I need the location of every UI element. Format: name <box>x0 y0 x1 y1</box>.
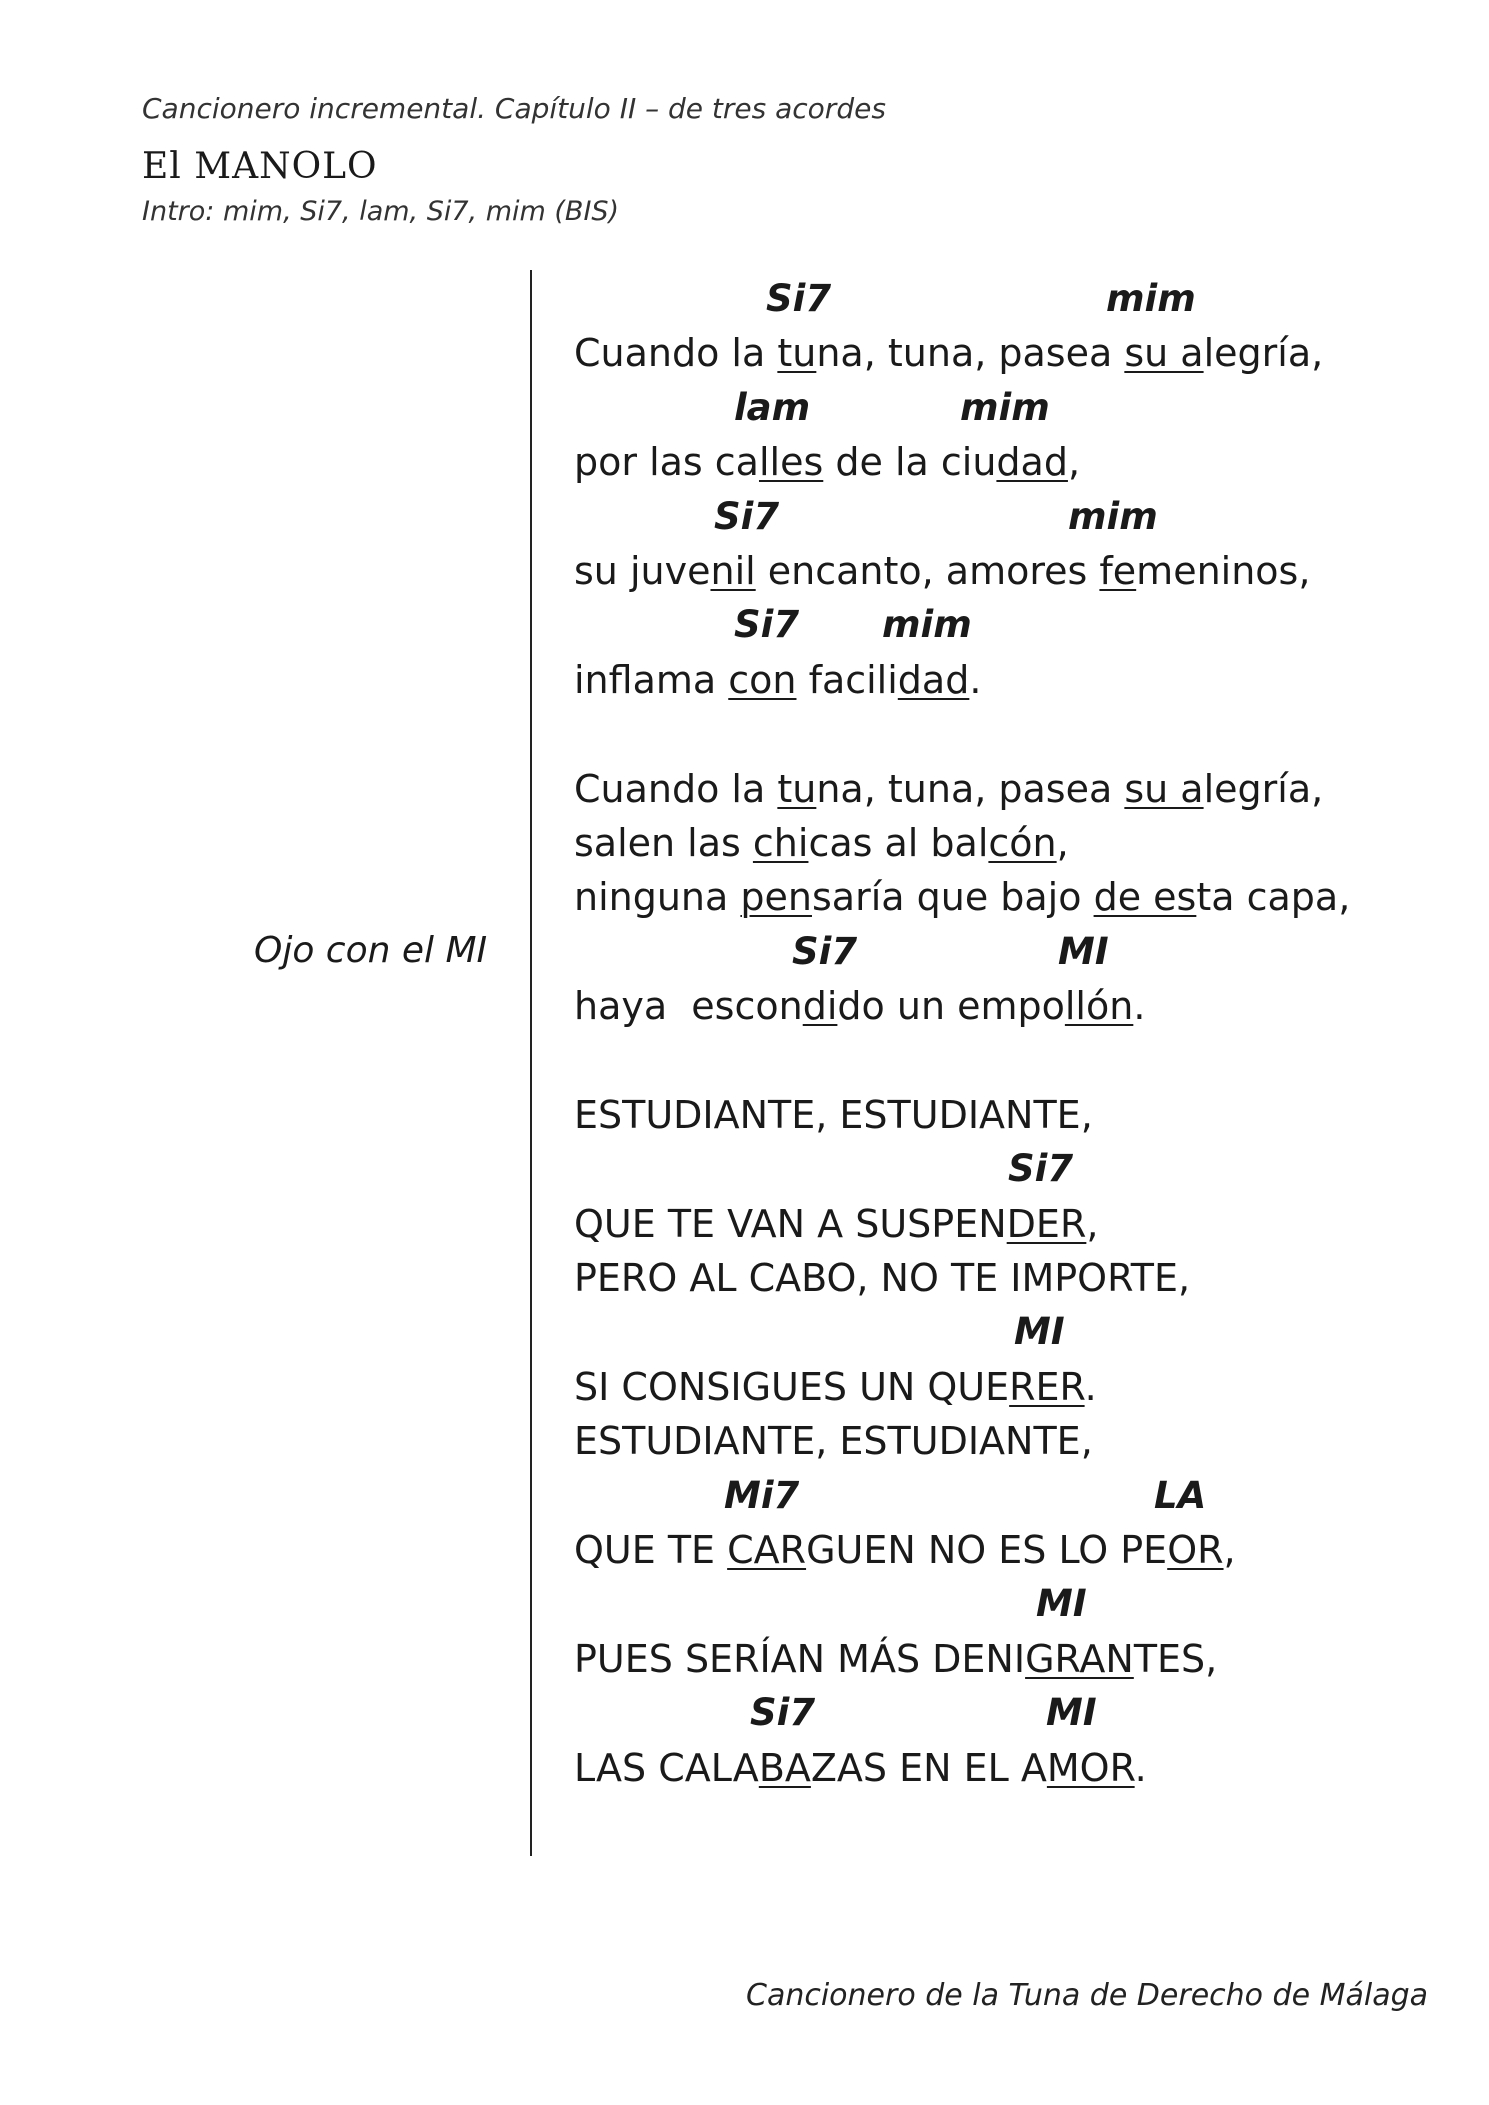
chord: MI <box>1036 1582 1087 1626</box>
lyric-text: . <box>1134 1745 1147 1790</box>
chord-line <box>574 381 1374 435</box>
stressed-syllable: fe <box>1099 548 1137 593</box>
chord: Mi7 <box>724 1473 800 1517</box>
lyric-text: . <box>1133 984 1146 1029</box>
chord-line <box>574 1686 1374 1740</box>
lyric-text: ninguna <box>574 875 741 920</box>
stressed-syllable: CAR <box>727 1527 807 1572</box>
chord-line <box>574 1577 1374 1631</box>
stanza-gap <box>574 707 1374 761</box>
chord: mim <box>1106 277 1196 320</box>
chord: MI <box>1058 929 1109 973</box>
lyric-line <box>574 1414 1374 1468</box>
intro-chords: Intro: mim, Si7, lam, Si7, mim (BIS) <box>142 196 620 227</box>
lyric-line <box>574 1251 1374 1305</box>
song-body <box>574 272 1374 1795</box>
chord: Si7 <box>792 929 858 973</box>
lyric-text: ESTUDIANTE, ESTUDIANTE, <box>574 1092 1093 1137</box>
chord: MI <box>1046 1691 1097 1735</box>
chord: Si7 <box>734 603 800 647</box>
stressed-syllable: GRAN <box>1025 1636 1134 1681</box>
lyric-text: ta capa, <box>1196 875 1351 920</box>
lyric-line <box>574 870 1374 924</box>
lyric-text: haya escon <box>574 984 803 1029</box>
chord: mim <box>960 385 1050 429</box>
lyric-line <box>574 1741 1374 1795</box>
lyric-text: cas al bal <box>808 820 989 865</box>
chord: Si7 <box>714 494 780 538</box>
lyric-text: saría que bajo <box>811 875 1094 920</box>
chord-line <box>574 490 1374 544</box>
lyric-text: QUE TE <box>574 1527 728 1572</box>
lyric-text: do un empo <box>837 984 1065 1029</box>
stressed-syllable: lles <box>758 440 824 485</box>
lyric-text: na, tuna, pasea <box>816 331 1125 376</box>
lyric-text: Cuando la <box>574 766 778 811</box>
stressed-syllable: dad <box>897 657 970 702</box>
lyric-line <box>574 979 1374 1033</box>
chord-line <box>574 1469 1374 1523</box>
lyric-text: de la ciu <box>823 440 997 485</box>
stressed-syllable: su a <box>1124 331 1204 376</box>
chord-line <box>574 1305 1374 1359</box>
lyric-text: . <box>969 657 982 702</box>
lyric-text: na, tuna, pasea <box>816 766 1125 811</box>
lyric-line <box>574 1523 1374 1577</box>
chord: mim <box>1068 494 1158 538</box>
lyric-text: inflama <box>574 657 729 702</box>
lyric-text: LAS CALA <box>574 1745 759 1790</box>
stressed-syllable: su a <box>1124 766 1204 811</box>
lyric-text: PUES SERÍAN MÁS DENI <box>574 1636 1026 1681</box>
lyric-text: GUEN NO ES LO PE <box>806 1527 1168 1572</box>
lyric-line <box>574 1360 1374 1414</box>
stressed-syllable: BA <box>758 1745 811 1790</box>
stressed-syllable: cón <box>988 820 1057 865</box>
lyric-line <box>574 653 1374 707</box>
chapter-subtitle: Cancionero incremental. Capítulo II – de tres acordes <box>142 92 886 125</box>
lyric-text: ESTUDIANTE, ESTUDIANTE, <box>574 1419 1093 1464</box>
song-title: El MANOLO <box>142 146 378 187</box>
lyric-text: SI CONSIGUES UN QUE <box>574 1364 1010 1409</box>
lyric-text: TES, <box>1133 1636 1218 1681</box>
margin-divider <box>530 270 532 1856</box>
chord: MI <box>1014 1310 1065 1354</box>
lyric-text: , <box>1086 1201 1099 1246</box>
lyric-line <box>574 435 1374 489</box>
lyric-text: legría, <box>1203 766 1324 811</box>
chord: Si7 <box>766 277 832 320</box>
lyric-text: . <box>1084 1364 1097 1409</box>
stressed-syllable: OR <box>1167 1527 1224 1572</box>
lyric-line <box>574 816 1374 870</box>
lyric-text: QUE TE VAN A SUSPEN <box>574 1201 1007 1246</box>
lyric-text: legría, <box>1203 331 1324 376</box>
lyric-text: salen las <box>574 820 753 865</box>
chord: Si7 <box>750 1691 816 1735</box>
chord-line <box>574 272 1374 326</box>
lyric-text: su juve <box>574 548 711 593</box>
chord: lam <box>734 385 811 429</box>
lyric-text: , <box>1223 1527 1236 1572</box>
stressed-syllable: chi <box>752 820 809 865</box>
stressed-syllable: nil <box>710 548 756 593</box>
chord-line <box>574 598 1374 652</box>
stressed-syllable: llón <box>1064 984 1134 1029</box>
lyric-text: ZAS EN EL A <box>810 1745 1047 1790</box>
lyric-text: facili <box>796 657 898 702</box>
stressed-syllable: DER <box>1006 1201 1087 1246</box>
chord-line <box>574 1142 1374 1196</box>
stressed-syllable: RER <box>1009 1364 1085 1409</box>
stressed-syllable: dad <box>996 440 1068 485</box>
margin-note: Ojo con el MI <box>254 930 488 971</box>
lyric-text: encanto, amores <box>755 548 1100 593</box>
stressed-syllable: di <box>802 984 838 1029</box>
lyric-line <box>574 1088 1374 1142</box>
lyric-text: Cuando la <box>574 331 778 376</box>
lyric-line <box>574 326 1374 380</box>
stressed-syllable: pen <box>740 875 812 920</box>
stressed-syllable: tu <box>777 331 817 376</box>
stressed-syllable: tu <box>777 766 817 811</box>
chord: mim <box>882 603 972 647</box>
lyric-text: , <box>1056 820 1069 865</box>
chord: LA <box>1154 1473 1207 1517</box>
stressed-syllable: MOR <box>1046 1745 1135 1790</box>
stressed-syllable: de es <box>1093 875 1197 920</box>
lyric-line <box>574 1197 1374 1251</box>
lyric-line <box>574 1632 1374 1686</box>
stressed-syllable: con <box>728 657 797 702</box>
lyric-line <box>574 762 1374 816</box>
lyric-text: PERO AL CABO, NO TE IMPORTE, <box>574 1256 1191 1301</box>
stanza-gap <box>574 1033 1374 1087</box>
lyric-text: , <box>1067 440 1081 485</box>
lyric-text: meninos, <box>1136 548 1311 593</box>
page-footer: Cancionero de la Tuna de Derecho de Málaga <box>746 1978 1429 2013</box>
lyric-text: por las ca <box>574 440 759 485</box>
chord: Si7 <box>1008 1147 1074 1191</box>
lyric-line <box>574 544 1374 598</box>
chord-line <box>574 925 1374 979</box>
